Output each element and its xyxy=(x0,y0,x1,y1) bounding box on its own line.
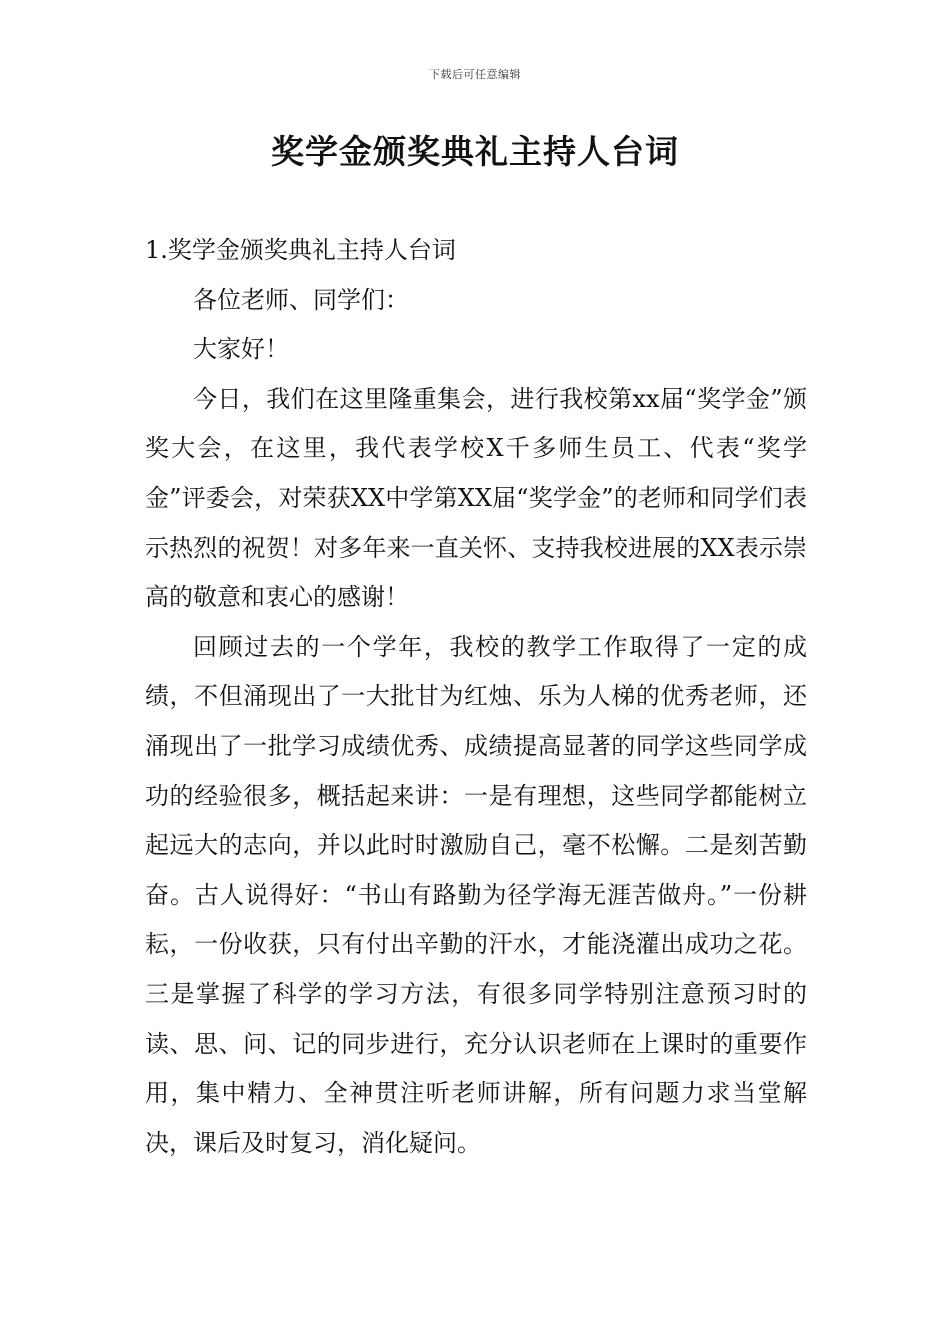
document-body xyxy=(145,226,807,1168)
document-title: 奖学金颁奖典礼主持人台词 xyxy=(271,132,679,171)
paragraph-greeting-hello: 大家好！ xyxy=(193,335,289,364)
paragraph-greeting-audience: 各位老师、同学们： xyxy=(193,285,409,314)
paragraph-opening: 今日，我们在这里隆重集会，进行我校第xx届“奖学金”颁奖大会，在这里，我代表学校X千多师生员工、代表“奖学金”评委会，对荣获XX中学第XX届“奖学金”的老师和同学们表示热烈的祝贺！对多年来一直关怀、支持我校进展的XX表示崇高的敬意和衷心的感谢！ xyxy=(145,384,807,612)
section-heading: 1.奖学金颁奖典礼主持人台词 xyxy=(145,236,456,264)
paragraph-review: 回顾过去的一个学年，我校的教学工作取得了一定的成绩，不但涌现出了一大批甘为红烛、乐为人梯的优秀老师，还涌现出了一批学习成绩优秀、成绩提高显著的同学这些同学成功的经验很多，概括起来讲：一是有理想，这些同学都能树立起远大的志向，并以此时时激励自己，毫不松懈。二是刻苦勤奋。古人说得好：“书山有路勤为径学海无涯苦做舟。”一份耕耘，一份收获，只有付出辛勤的汗水，才能浇灌出成功之花。三是掌握了科学的学习方法，有很多同学特别注意预习时的读、思、问、记的同步进行，充分认识老师在上课时的重要作用，集中精力、全神贯注听老师讲解，所有问题力求当堂解决，课后及时复习，消化疑问。 xyxy=(145,632,807,1157)
header-note: 下载后可任意编辑 xyxy=(429,68,521,81)
